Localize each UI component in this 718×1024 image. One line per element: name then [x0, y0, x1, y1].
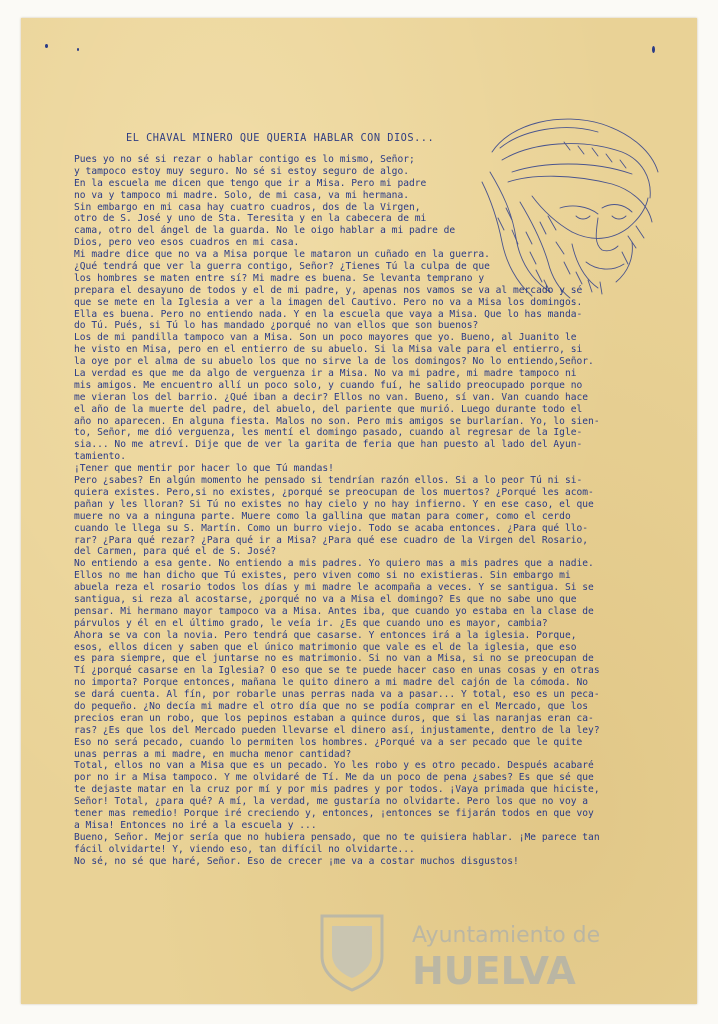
ink-dot	[652, 46, 655, 53]
text-line: do pequeño. ¿No decía mi madre el otro día que no se podía comprar en el Mercado, que los	[74, 700, 589, 712]
ink-dot	[77, 48, 79, 51]
text-line: ¡Tener que mentir por hacer lo que Tú mandas!	[74, 463, 334, 475]
text-line: precios eran un robo, que los pepinos estaban a quince duros, que si las naranjas eran ca-	[74, 712, 594, 724]
text-line: Dios, pero veo esos cuadros en mi casa.	[74, 237, 300, 249]
text-line: cuando le llega su S. Martín. Como un burro viejo. Todo se acaba entonces. ¿Para qué llo-	[74, 522, 589, 534]
text-line: santigua, si reza al acostarse, ¿porqué no va a Misa el domingo? Es que no sabe uno que	[74, 593, 577, 605]
text-line: no va y tampoco mi madre. Solo, de mi casa, va mi hermana.	[74, 189, 410, 201]
text-line: los hombres se maten entre sí? Mi madre es buena. Se levanta temprano y	[74, 272, 485, 284]
text-line: Señor! Total, ¿para qué? A mí, la verdad, me gustaría no olvidarte. Pero los que no voy a	[74, 796, 589, 808]
text-line: no importa? Porque entonces, mañana le quito dinero a mi madre del cajón de la cómoda. No	[74, 677, 589, 689]
watermark-line2: HUELVA	[412, 949, 576, 992]
text-line: Pero ¿sabes? En algún momento he pensado si tendrían razón ellos. Si a lo peor Tú ni si-	[74, 475, 583, 487]
text-line: se dará cuenta. Al fín, por robarle unas perras nada va a pasar... Y total, eso es un peca-	[74, 689, 600, 701]
text-line: muere no va a ninguna parte. Muere como la gallina que matan para comer, como el cerdo	[74, 510, 571, 522]
text-line: fácil olvidarte! Y, viendo eso, tan difícil no olvidarte...	[74, 843, 415, 855]
text-line: abuela reza el rosario todos los días y mi madre le acompaña a veces. Y se santigua. Si se	[74, 582, 594, 594]
text-line: unas perras a mi madre, en mucha menor cantidad?	[74, 748, 352, 760]
text-line: y tampoco estoy muy seguro. No sé si estoy seguro de algo.	[74, 165, 410, 177]
text-line: mis amigos. Me encuentro allí un poco solo, y cuando fuí, he salido preocupado porque no	[74, 379, 583, 391]
text-line: otro de S. José y uno de Sta. Teresita y en la cabecera de mi	[74, 213, 427, 225]
text-line: he visto en Misa, pero en el entierro de su abuelo. Si la Misa vale para el entierro, si	[74, 344, 583, 356]
text-line: Eso no será pecado, cuando lo permiten los hombres. ¿Porqué va a ser pecado que le quite	[74, 736, 583, 748]
text-line: a Misa! Entonces no iré a la escuela y ...	[74, 819, 317, 831]
document-title: EL CHAVAL MINERO QUE QUERIA HABLAR CON DIOS...	[126, 132, 435, 144]
watermark	[318, 912, 658, 992]
text-line: sia... No me atreví. Dije que de ver la garita de feria que han puesto al lado del Ayun-	[74, 439, 583, 451]
text-line: tamiento.	[74, 451, 126, 463]
text-line: Ahora se va con la novia. Pero tendrá que casarse. Y entonces irá a la iglesia. Porque,	[74, 629, 577, 641]
text-line: Ellos no me han dicho que Tú existes, pero viven como si no existieras. Sin embargo mi	[74, 570, 571, 582]
text-line: el año de la muerte del padre, del abuelo, del pariente que murió. Luego durante todo el	[74, 403, 583, 415]
text-line: del Carmen, para qué el de S. José?	[74, 546, 277, 558]
text-line: do Tú. Pués, si Tú lo has mandado ¿porqué no van ellos que son buenos?	[74, 320, 479, 332]
text-line: Pues yo no sé si rezar o hablar contigo es lo mismo, Señor;	[74, 154, 415, 165]
text-line: ¿Qué tendrá que ver la guerra contigo, Señor? ¿Tienes Tú la culpa de que	[74, 261, 490, 273]
text-line: Sin embargo en mi casa hay cuatro cuadros, dos de la Virgen,	[74, 201, 421, 213]
text-line: La verdad es que me da algo de verguenza ir a Misa. No va mi padre, mi madre tampoco ni	[74, 368, 577, 380]
text-line: me vieran los del barrio. ¿Qué iban a decir? Ellos no van. Bueno, sí van. Van cuando hace	[74, 391, 589, 403]
text-line: pañan y les lloran? Si Tú no existes no hay cielo y no hay infierno. Y en ese caso, el que	[74, 498, 594, 510]
ink-dot	[45, 44, 48, 48]
text-line: párvulos y él en el último grado, le veía ir. ¿Es que cuando uno es mayor, cambia?	[74, 617, 548, 629]
text-line: Mi madre dice que no va a Misa porque le mataron un cuñado en la guerra.	[74, 249, 490, 261]
text-line: En la escuela me dicen que tengo que ir a Misa. Pero mi padre	[74, 177, 427, 189]
text-line: Ella es buena. Pero no entiendo nada. Y en la escuela que vaya a Misa. Que lo has manda-	[74, 308, 583, 320]
text-line: la oye por el alma de su abuelo los que no sirve la de los domingos? No lo entiendo,Señor.	[74, 356, 594, 368]
text-line: prepara el desayuno de todos y el de mi padre, y, apenas nos vamos se va al mercado y sé	[74, 284, 583, 296]
text-line: rar? ¿Para qué rezar? ¿Para qué ir a Misa? ¿Para qué ese cuadro de la Virgen del Rosario,	[74, 534, 589, 546]
text-line: to, Señor, me dió verguenza, les mentí el domingo pasado, cuando al regresar de la Igle-	[74, 427, 583, 439]
text-line: Los de mi pandilla tampoco van a Misa. Son un poco mayores que yo. Bueno, al Juanito le	[74, 332, 577, 344]
text-line: ras? ¿Es que los del Mercado pueden llevarse el dinero así, injustamente, dentro de la ley?	[74, 724, 600, 736]
shield-logo-icon	[322, 916, 382, 990]
text-line: es para siempre, que el juntarse no es matrimonio. Si no van a Misa, si no se preocupan de	[74, 653, 594, 665]
text-line: por no ir a Misa tampoco. Y me olvidaré de Tí. Me da un poco de pena ¿sabes? Es que sé que	[74, 772, 594, 784]
text-line: No entiendo a esa gente. No entiendo a mis padres. Yo quiero mas a mis padres que a nadie.	[74, 558, 594, 570]
text-line: año no aparecen. En alguna fiesta. Malos no son. Pero mis amigos se burlarían. Yo, lo sien-	[74, 415, 600, 427]
text-line: Total, ellos no van a Misa que es un pecado. Yo les robo y es otro pecado. Después acabaré	[74, 760, 594, 772]
watermark-line1: Ayuntamiento de	[412, 923, 601, 948]
letter-body	[74, 154, 674, 867]
text-line: quiera existes. Pero,si no existes, ¿porqué se preocupan de los muertos? ¿Porqué les acom-	[74, 486, 594, 498]
text-line: No sé, no sé que haré, Señor. Eso de crecer ¡me va a costar muchos disgustos!	[74, 855, 519, 867]
text-line: te dejaste matar en la cruz por mí y por mis padres y por todos. ¡Vaya primada que hiciste,	[74, 784, 600, 796]
text-line: pensar. Mi hermano mayor tampoco va a Misa. Antes iba, que cuando yo estaba en la clase de	[74, 605, 594, 617]
text-line: Bueno, Señor. Mejor sería que no hubiera pensado, que no te quisiera hablar. ¡Me parece tan	[74, 831, 600, 843]
text-line: cama, otro del ángel de la guarda. No le oigo hablar a mi padre de	[74, 225, 456, 237]
text-line: Tí ¿porqué casarse en la Iglesia? O eso que se te puede hacer caso en unas cosas y en otras	[74, 665, 600, 677]
text-line: esos, ellos dicen y saben que el único matrimonio que vale es el de la iglesia, que eso	[74, 641, 577, 653]
text-line: tener mas remedio! Porque iré creciendo y, entonces, ¡entonces se fijarán todos en que voy	[74, 807, 594, 819]
text-line: que se mete en la Iglesia a ver a la imagen del Cautivo. Pero no va a Misa los domingos.	[74, 296, 583, 308]
